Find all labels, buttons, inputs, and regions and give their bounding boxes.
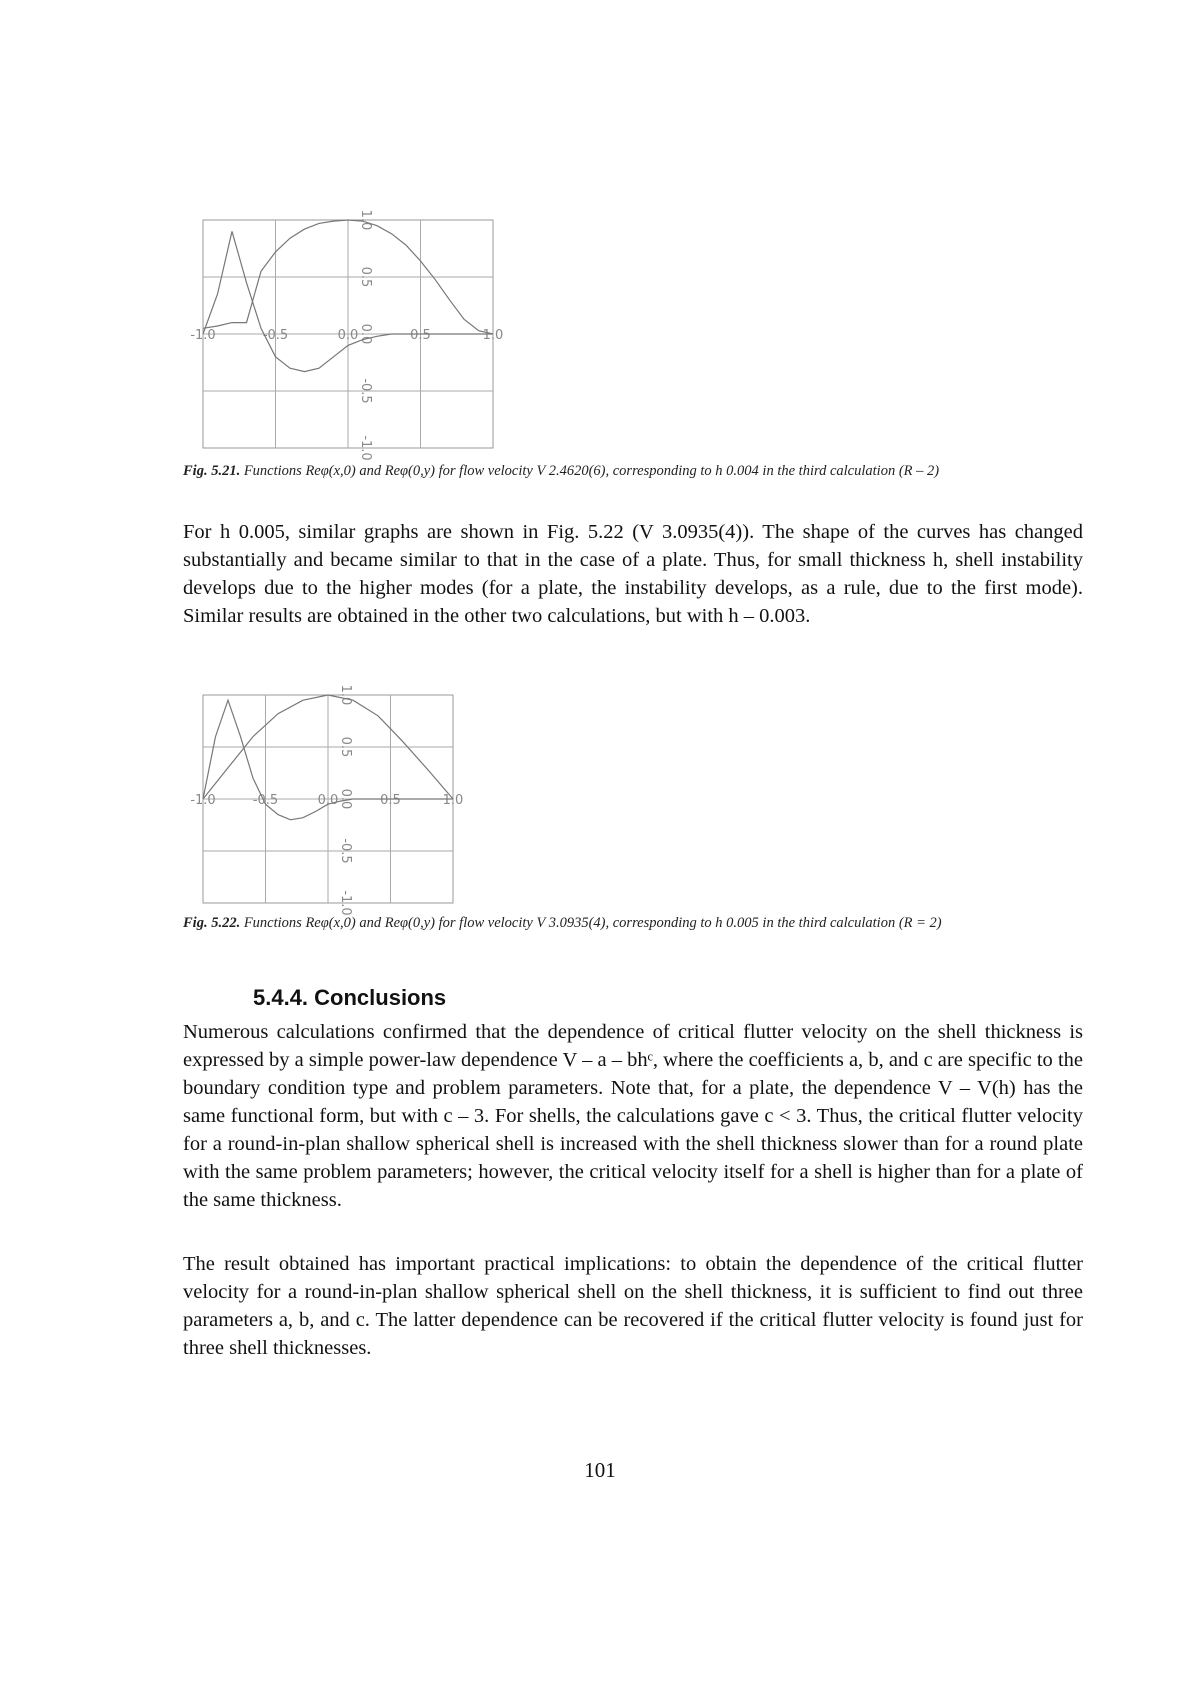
x-tick-label: -1.0 <box>190 793 216 808</box>
y-tick-label: 1.0 <box>338 684 353 706</box>
figure-5-21-caption-text: Functions Reφ(x,0) and Reφ(0,y) for flow velocity V 2.4620(6), corresponding to h 0.004 in the third calculation (R – 2) <box>243 463 940 479</box>
y-tick-label: 0.0 <box>358 323 373 345</box>
paragraph-2: Numerous calculations confirmed that the dependence of critical flutter velocity on the shell thickness is expressed by a simple power-law dependence V – a – bhᶜ, where the coefficients a, b, and c are specific to the boundary condition type and problem parameters. Note that, for a plate, the dependence V – V(h) has the same functional form, but with c – 3. For shells, the calculations gave c < 3. Thus, the critical flutter velocity for a round-in-plan shallow spherical shell is increased with the shell thickness slower than for a round plate with the same problem parameters; however, the critical velocity itself for a shell is higher than for a plate of the same thickness. <box>183 1021 1083 1211</box>
page-number: 101 <box>584 1458 616 1482</box>
figure-5-22-number: Fig. 5.22. <box>183 915 241 931</box>
x-tick-label: 0.0 <box>337 328 359 343</box>
figure-5-22 <box>190 684 464 916</box>
x-tick-label: -0.5 <box>262 328 289 343</box>
x-tick-label: -1.0 <box>190 328 216 343</box>
figure-5-22-caption-text: Functions Reφ(x,0) and Reφ(0,y) for flow velocity V 3.0935(4), corresponding to h 0.005 in the third calculation (R = 2) <box>243 915 942 931</box>
y-tick-label: -1.0 <box>338 890 353 916</box>
figure-5-22-caption <box>183 914 1083 933</box>
x-tick-label: 1.0 <box>442 793 464 808</box>
figure-5-21-plot <box>190 209 504 461</box>
y-tick-label: -1.0 <box>358 435 373 461</box>
y-tick-label: -0.5 <box>338 838 353 864</box>
y-tick-label: 0.5 <box>338 736 353 758</box>
y-tick-label: -0.5 <box>358 378 373 404</box>
figure-5-22-plot <box>190 684 464 916</box>
section-heading: 5.4.4. Conclusions <box>253 985 447 1010</box>
x-tick-label: 0.5 <box>380 793 401 808</box>
y-tick-label: 1.0 <box>358 209 373 231</box>
x-tick-label: 0.0 <box>317 793 339 808</box>
y-tick-label: 0.0 <box>338 788 353 810</box>
y-tick-label: 0.5 <box>358 266 373 288</box>
figure-5-21 <box>190 209 504 461</box>
paragraph-3: The result obtained has important practical implications: to obtain the dependence of the critical flutter velocity for a round-in-plan shallow spherical shell on the shell thickness, it is sufficient to find out three parameters a, b, and c. The latter dependence can be recovered if the critical flutter velocity is found just for three shell thicknesses. <box>183 1253 1083 1359</box>
x-tick-label: -0.5 <box>252 793 279 808</box>
figure-5-21-number: Fig. 5.21. <box>183 463 241 479</box>
paragraph-1: For h 0.005, similar graphs are shown in Fig. 5.22 (V 3.0935(4)). The shape of the curves has changed substantially and became similar to that in the case of a plate. Thus, for small thickness h, shell instability develops due to the higher modes (for a plate, the instability develops, as a rule, due to the first mode). Similar results are obtained in the other two calculations, but with h – 0.003. <box>183 521 1083 627</box>
x-tick-label: 0.5 <box>410 328 431 343</box>
x-tick-label: 1.0 <box>482 328 504 343</box>
figure-5-21-caption <box>183 462 1083 481</box>
